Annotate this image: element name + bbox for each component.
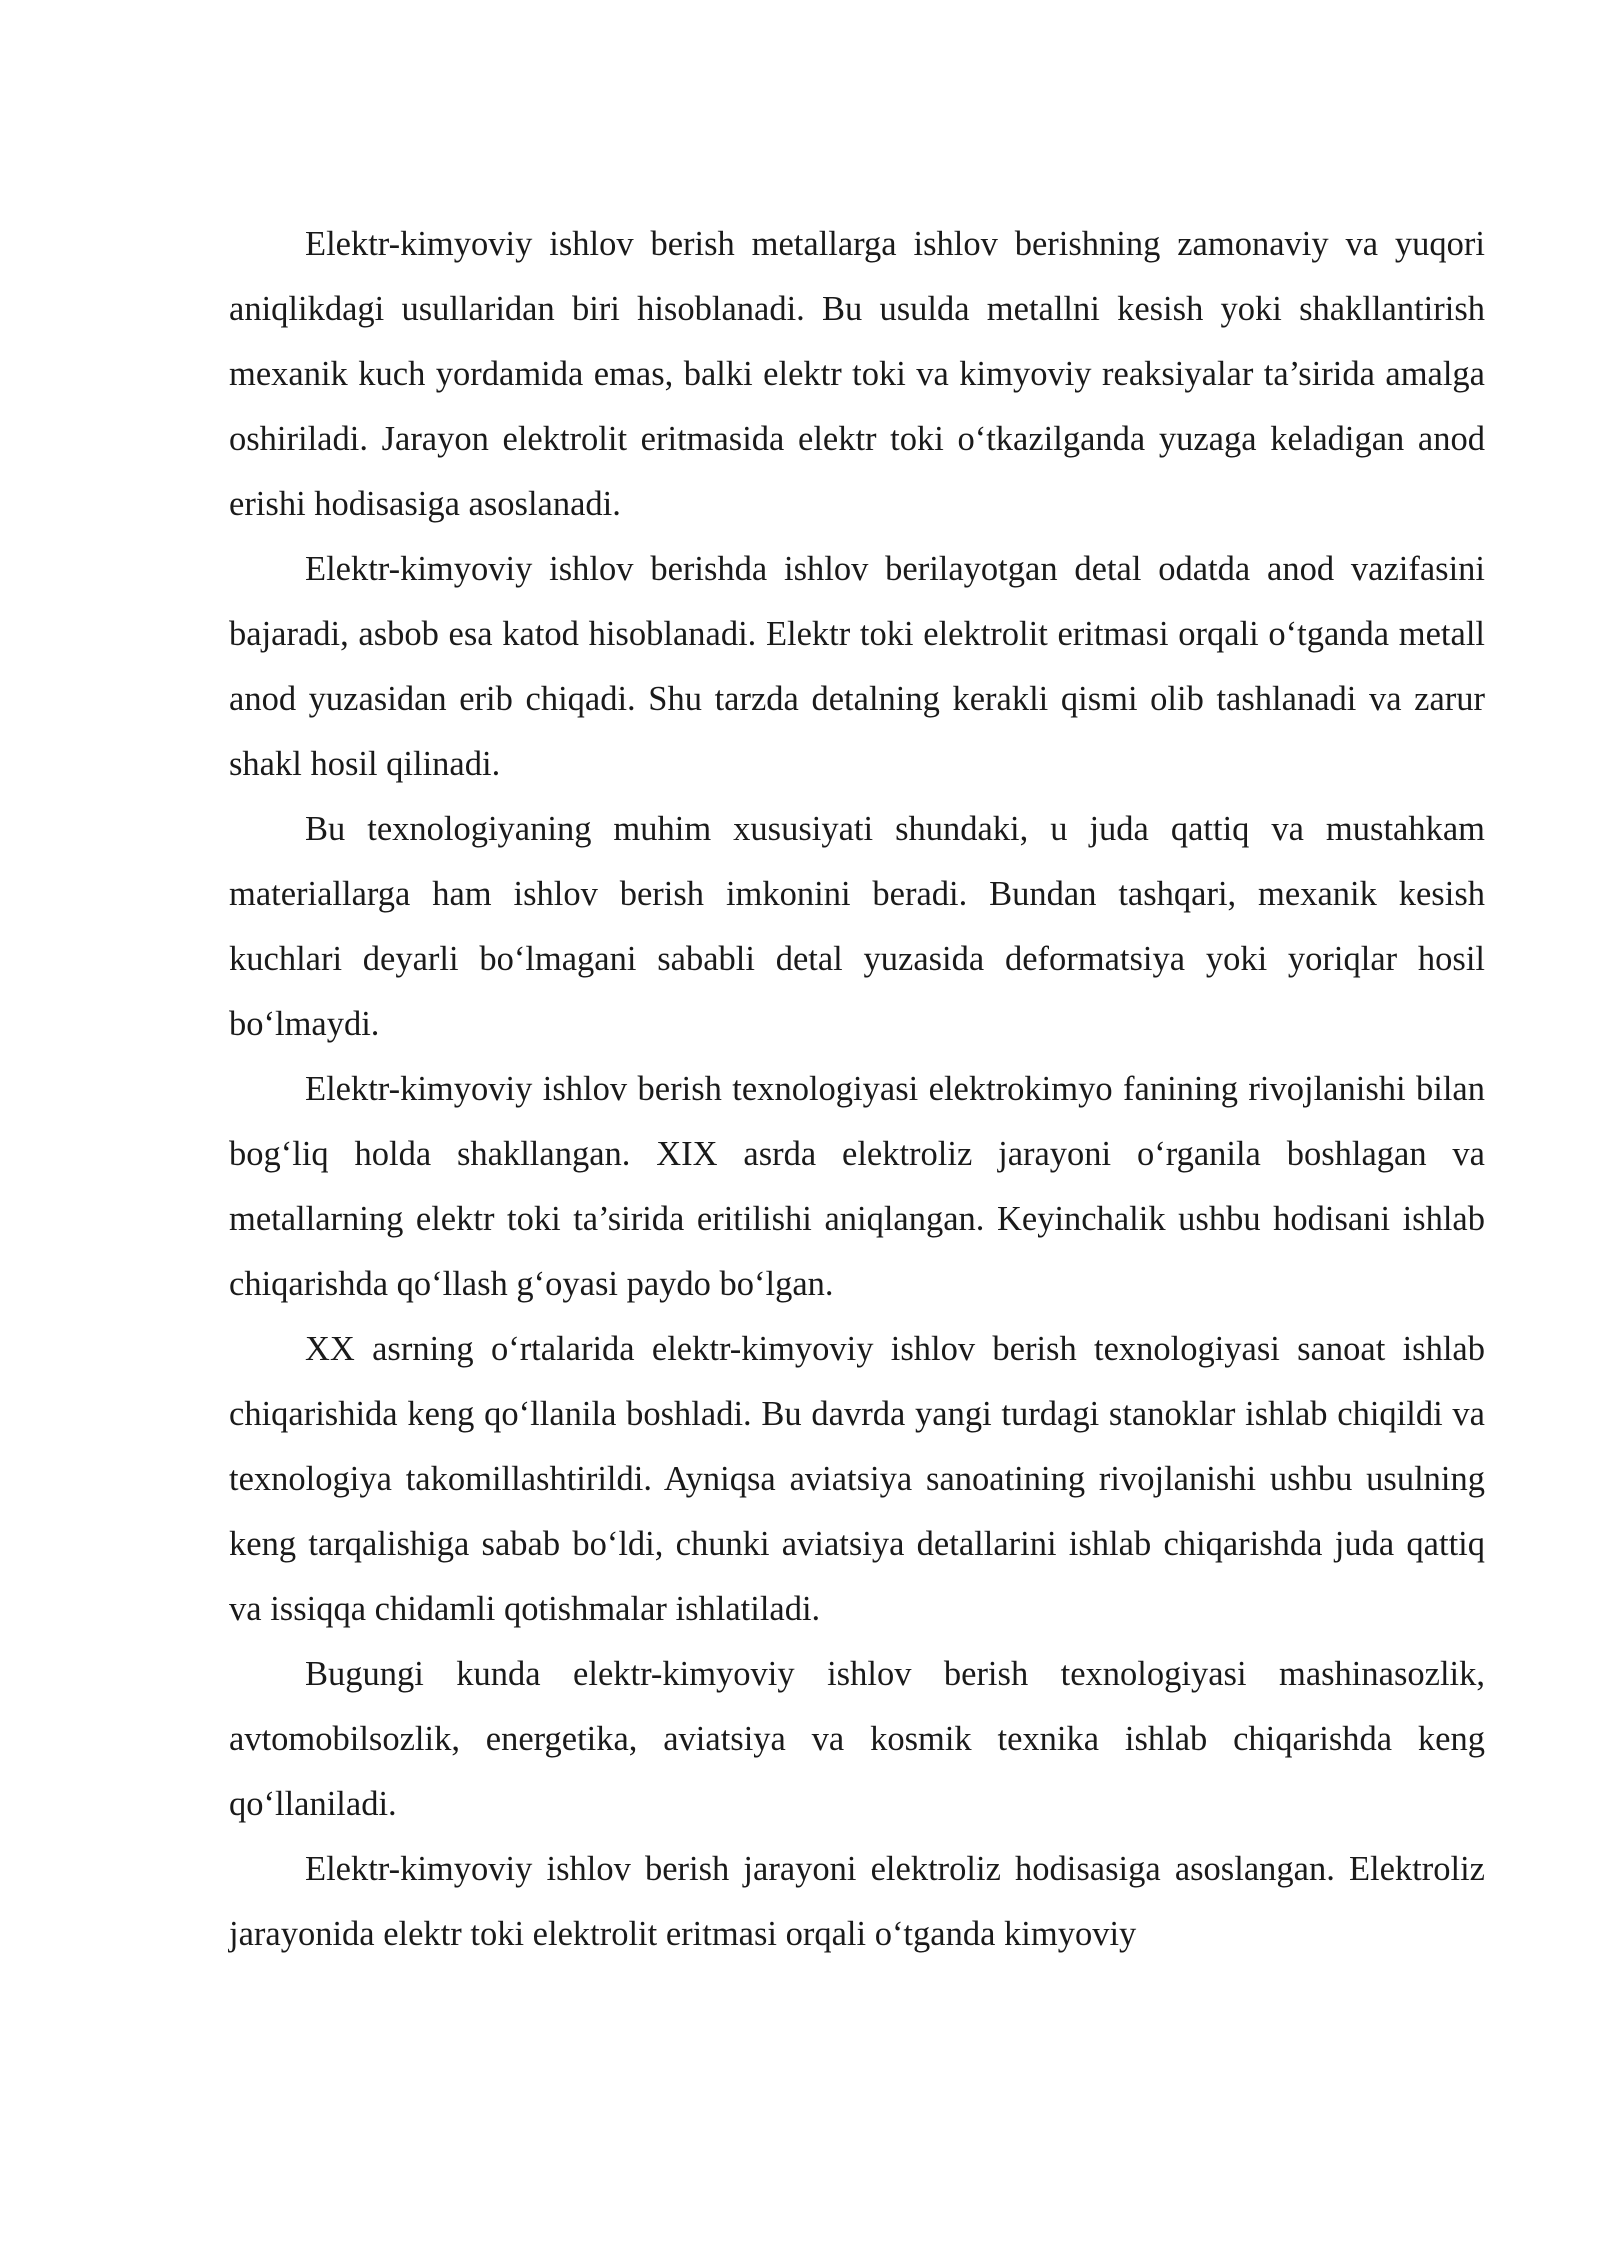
paragraph-3: Bu texnologiyaning muhim xususiyati shundaki, u juda qattiq va mustahkam materiallarga ham ishlov berish imkonini beradi. Bundan tashqari, mexanik kesish kuchlari deyarli bo‘lmagani sababli detal yuzasida deformatsiya yoki yoriqlar hosil bo‘lmaydi.	[229, 810, 1485, 1043]
document-page	[229, 212, 1485, 1967]
paragraph-2: Elektr-kimyoviy ishlov berishda ishlov berilayotgan detal odatda anod vazifasini bajaradi, asbob esa katod hisoblanadi. Elektr toki elektrolit eritmasi orqali o‘tganda metall anod yuzasidan erib chiqadi. Shu tarzda detalning kerakli qismi olib tashlanadi va zarur shakl hosil qilinadi.	[229, 550, 1485, 783]
paragraph-5: XX asrning o‘rtalarida elektr-kimyoviy ishlov berish texnologiyasi sanoat ishlab chiqarishida keng qo‘llanila boshladi. Bu davrda yangi turdagi stanoklar ishlab chiqildi va texnologiya takomillashtirildi. Ayniqsa aviatsiya sanoatining rivojlanishi ushbu usulning keng tarqalishiga sabab bo‘ldi, chunki aviatsiya detallarini ishlab chiqarishda juda qattiq va issiqqa chidamli qotishmalar ishlatiladi.	[229, 1330, 1485, 1628]
paragraph-1: Elektr-kimyoviy ishlov berish metallarga ishlov berishning zamonaviy va yuqori aniqlikdagi usullaridan biri hisoblanadi. Bu usulda metallni kesish yoki shakllantirish mexanik kuch yordamida emas, balki elektr toki va kimyoviy reaksiyalar ta’sirida amalga oshiriladi. Jarayon elektrolit eritmasida elektr toki o‘tkazilganda yuzaga keladigan anod erishi hodisasiga asoslanadi.	[229, 225, 1485, 523]
paragraph-7: Elektr-kimyoviy ishlov berish jarayoni elektroliz hodisasiga asoslangan. Elektroliz jarayonida elektr toki elektrolit eritmasi orqali o‘tganda kimyoviy	[229, 1850, 1485, 1953]
paragraph-4: Elektr-kimyoviy ishlov berish texnologiyasi elektrokimyo fanining rivojlanishi bilan bog‘liq holda shakllangan. XIX asrda elektroliz jarayoni o‘rganila boshlagan va metallarning elektr toki ta’sirida eritilishi aniqlangan. Keyinchalik ushbu hodisani ishlab chiqarishda qo‘llash g‘oyasi paydo bo‘lgan.	[229, 1070, 1485, 1303]
paragraph-6: Bugungi kunda elektr-kimyoviy ishlov berish texnologiyasi mashinasozlik, avtomobilsozlik, energetika, aviatsiya va kosmik texnika ishlab chiqarishda keng qo‘llaniladi.	[229, 1655, 1485, 1823]
